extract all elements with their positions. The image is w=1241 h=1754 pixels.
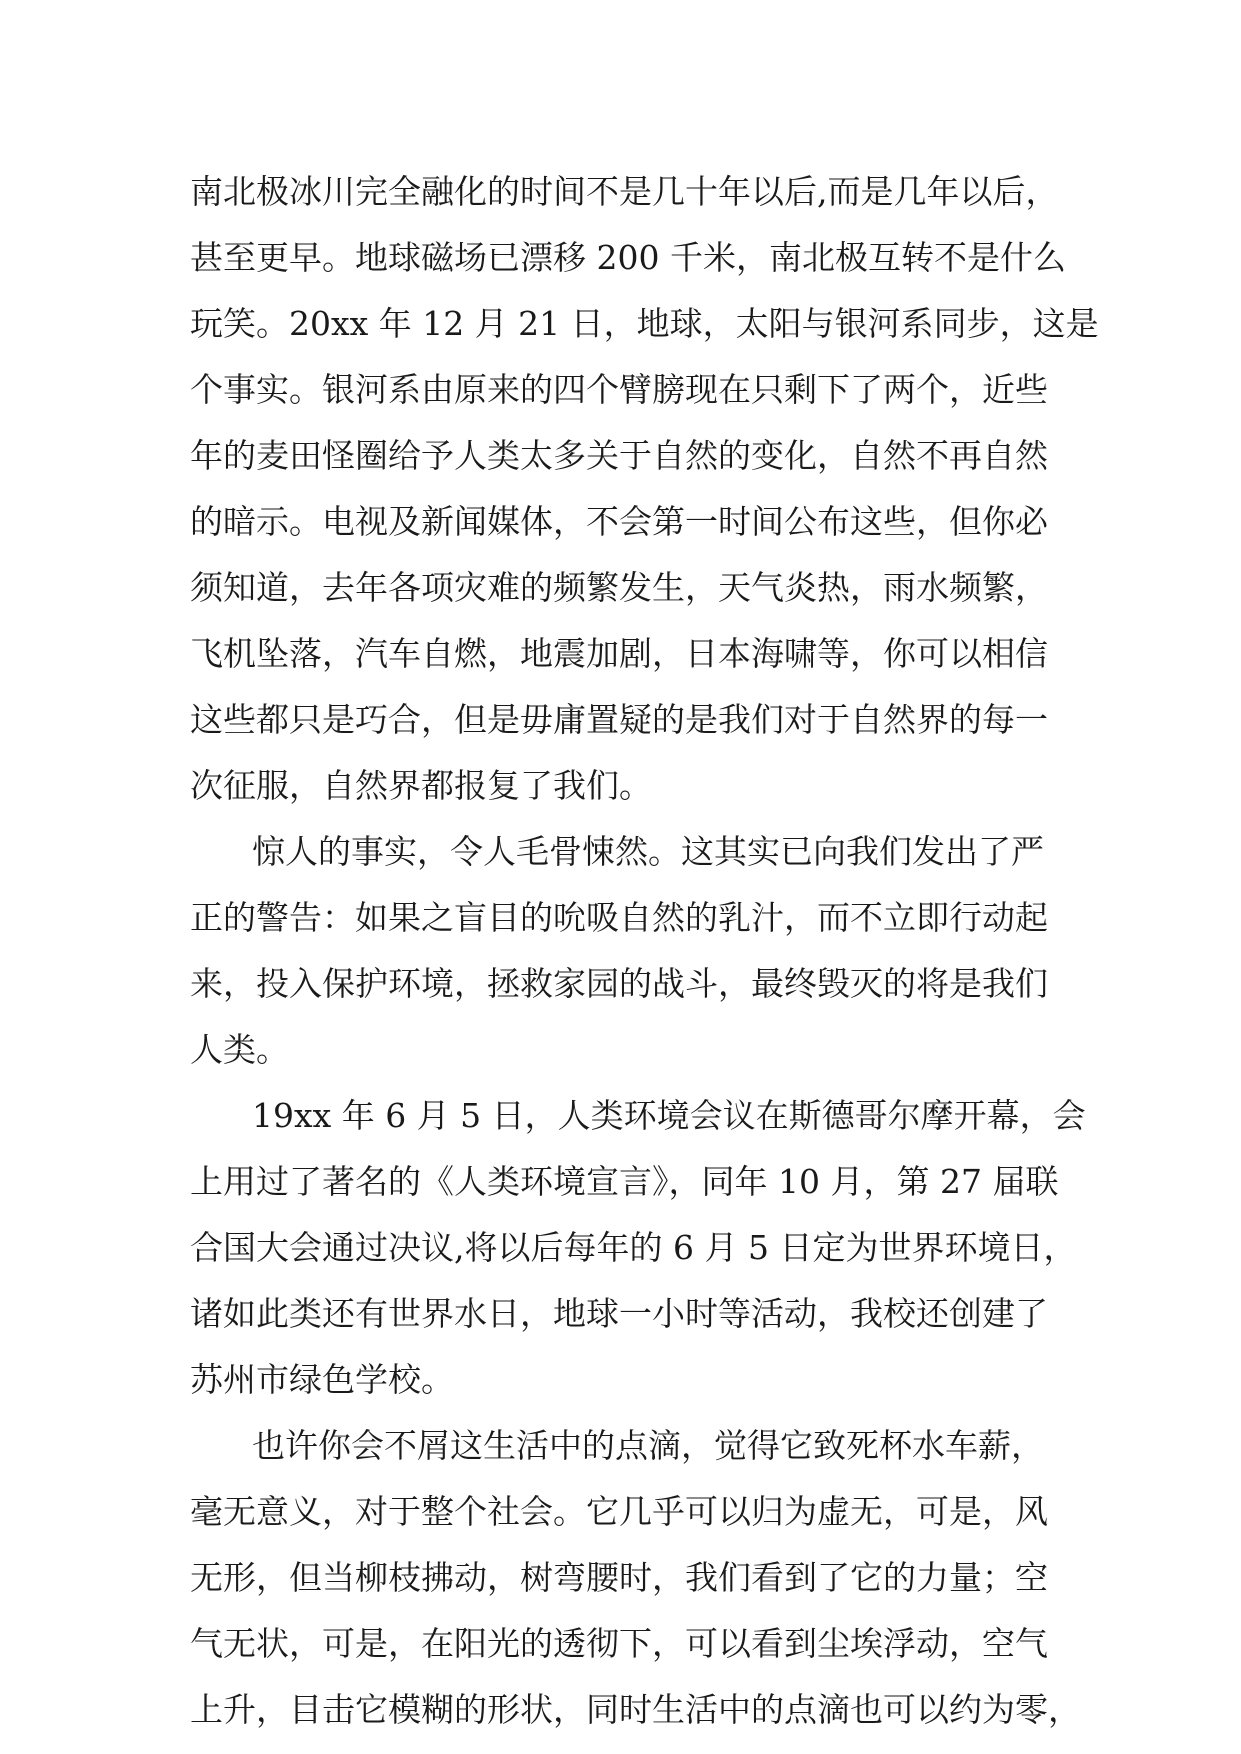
- paragraph-start-line: 也许你会不屑这生活中的点滴，觉得它致死杯水车薪，: [252, 1426, 1044, 1465]
- text-line: 毫无意义，对于整个社会。它几乎可以归为虚无，可是，风: [190, 1492, 1048, 1531]
- text-line: 年的麦田怪圈给予人类太多关于自然的变化，自然不再自然: [190, 436, 1048, 475]
- text-line: 次征服，自然界都报复了我们。: [190, 766, 652, 805]
- paragraph-start-line: 惊人的事实，令人毛骨悚然。这其实已向我们发出了严: [252, 832, 1044, 871]
- text-line: 甚至更早。地球磁场已漂移 200 千米，南北极互转不是什么: [190, 238, 1066, 277]
- text-line: 的暗示。电视及新闻媒体，不会第一时间公布这些，但你必: [190, 502, 1048, 541]
- text-line: 飞机坠落，汽车自燃，地震加剧，日本海啸等，你可以相信: [190, 634, 1048, 673]
- text-line: 合国大会通过决议,将以后每年的 6 月 5 日定为世界环境日，: [190, 1228, 1077, 1267]
- text-line: 来，投入保护环境，拯救家园的战斗，最终毁灭的将是我们: [190, 964, 1048, 1003]
- paragraph-start-line: 19xx 年 6 月 5 日，人类环境会议在斯德哥尔摩开幕，会: [252, 1096, 1086, 1135]
- text-line: 无形，但当柳枝拂动，树弯腰时，我们看到了它的力量；空: [190, 1558, 1048, 1597]
- text-line: 须知道，去年各项灾难的频繁发生，天气炎热，雨水频繁，: [190, 568, 1048, 607]
- text-line: 个事实。银河系由原来的四个臂膀现在只剩下了两个，近些: [190, 370, 1048, 409]
- text-line: 诸如此类还有世界水日，地球一小时等活动，我校还创建了: [190, 1294, 1048, 1333]
- text-line: 正的警告：如果之盲目的吮吸自然的乳汁，而不立即行动起: [190, 898, 1048, 937]
- text-line: 南北极冰川完全融化的时间不是几十年以后,而是几年以后，: [190, 172, 1059, 211]
- text-line: 这些都只是巧合，但是毋庸置疑的是我们对于自然界的每一: [190, 700, 1048, 739]
- text-line: 气无状，可是，在阳光的透彻下，可以看到尘埃浮动，空气: [190, 1624, 1048, 1663]
- text-line: 玩笑。20xx 年 12 月 21 日，地球，太阳与银河系同步，这是: [190, 304, 1099, 343]
- text-line: 上升，目击它模糊的形状，同时生活中的点滴也可以约为零，: [190, 1690, 1081, 1729]
- text-line: 上用过了著名的《人类环境宣言》，同年 10 月，第 27 届联: [190, 1162, 1059, 1201]
- text-line: 苏州市绿色学校。: [190, 1360, 454, 1399]
- text-line: 人类。: [190, 1030, 289, 1069]
